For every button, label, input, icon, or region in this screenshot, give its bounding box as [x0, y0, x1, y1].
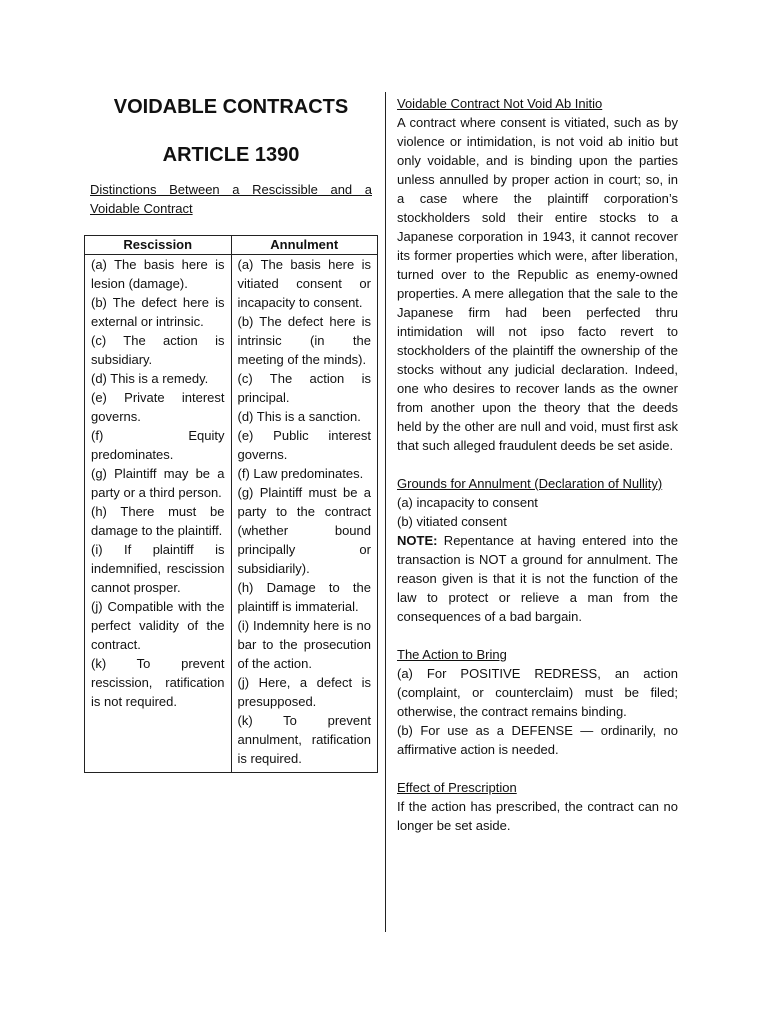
article-title: ARTICLE 1390 — [162, 144, 300, 166]
rescission-cell — [85, 255, 232, 773]
section-effect-of-prescription — [397, 778, 678, 835]
rescission-item: (j) Compatible with the perfect validity of the contract. — [91, 599, 225, 652]
section-void-ab-initio — [397, 94, 678, 455]
note-paragraph — [397, 531, 678, 626]
annulment-item: (f) Law predominates. — [237, 466, 364, 481]
rescission-item: (e) Private interest governs. — [91, 390, 225, 424]
section-heading: The Action to Bring — [397, 647, 507, 662]
rescission-item: (d) This is a remedy. — [91, 371, 209, 386]
section-heading: Effect of Prescription — [397, 780, 517, 795]
rescission-item: (h) There must be damage to the plaintiff. — [91, 504, 225, 538]
rescission-item: (i) If plaintiff is indemnified, rescission cannot prosper. — [91, 542, 225, 595]
header-annulment: Annulment — [231, 236, 378, 255]
section-body: A contract where consent is vitiated, such as by violence or intimidation, is not void ab initio but only voidable, and is binding upon the parties unless annulled by proper action in court; so, in a case where the plaintiff corporation’s stockholders sold their entire stocks to a Japanese corporation in 1943, it cannot recover its former properties which were, after liberation, turned over to the Republic as enemy-owned properties. A mere allegation that the sale to the Japanese firm had been perfected thru intimidation will not ipso facto revert to stockholders of the plaintiff the ownership of the stocks without any judicial declaration. Indeed, one who desires to recover lands as the owner from another upon the theory that the deeds held by the other are null and void, must first ask that such alleged fraudulent deeds be set aside. — [397, 115, 678, 453]
list-item: (b) For use as a DEFENSE — ordinarily, no affirmative action is needed. — [397, 723, 678, 757]
annulment-item: (b) The defect here is intrinsic (in the meeting of the minds). — [237, 314, 371, 367]
section-body: If the action has prescribed, the contract can no longer be set aside. — [397, 799, 678, 833]
section-heading: Grounds for Annulment (Declaration of Nullity) — [397, 476, 663, 491]
list-item: (a) incapacity to consent — [397, 495, 538, 510]
list-item: (b) vitiated consent — [397, 514, 507, 529]
annulment-item: (i) Indemnity here is no bar to the prosecution of the action. — [237, 618, 371, 671]
right-column — [397, 94, 678, 835]
annulment-item: (g) Plaintiff must be a party to the contract (whether bound principally or subsidiarily). — [237, 485, 371, 576]
rescission-item: (g) Plaintiff may be a party or a third person. — [91, 466, 225, 500]
table-subheading: Distinctions Between a Rescissible and a Voidable Contract — [90, 182, 372, 216]
header-rescission: Rescission — [85, 236, 232, 255]
annulment-item: (c) The action is principal. — [237, 371, 371, 405]
list-item: (a) For POSITIVE REDRESS, an action (complaint, or counterclaim) must be filed; otherwise, the contract remains binding. — [397, 666, 678, 719]
annulment-item: (k) To prevent annulment, ratification is required. — [237, 713, 371, 766]
rescission-item: (a) The basis here is lesion (damage). — [91, 257, 225, 291]
annulment-item: (h) Damage to the plaintiff is immaterial. — [237, 580, 371, 614]
rescission-item: (b) The defect here is external or intrinsic. — [91, 295, 225, 329]
left-column — [84, 92, 378, 773]
rescission-item: (f) Equity predominates. — [91, 428, 225, 462]
note-text: Repentance at having entered into the transaction is NOT a ground for annulment. The reason given is that it is not the function of the law to protect or relieve a man from the consequences of a bad bargain. — [397, 533, 678, 624]
rescission-item: (c) The action is subsidiary. — [91, 333, 225, 367]
annulment-item: (j) Here, a defect is presupposed. — [237, 675, 371, 709]
note-label: NOTE: — [397, 533, 438, 548]
section-action-to-bring — [397, 645, 678, 759]
annulment-item: (a) The basis here is vitiated consent or incapacity to consent. — [237, 257, 371, 310]
section-heading: Voidable Contract Not Void Ab Initio — [397, 96, 603, 111]
section-grounds-for-annulment — [397, 474, 678, 626]
annulment-item: (e) Public interest governs. — [237, 428, 371, 462]
annulment-item: (d) This is a sanction. — [237, 409, 361, 424]
rescission-item: (k) To prevent rescission, ratification is not required. — [91, 656, 225, 709]
annulment-cell — [231, 255, 378, 773]
document-title: VOIDABLE CONTRACTS — [113, 96, 349, 118]
column-divider — [385, 92, 386, 932]
comparison-table — [84, 235, 378, 773]
